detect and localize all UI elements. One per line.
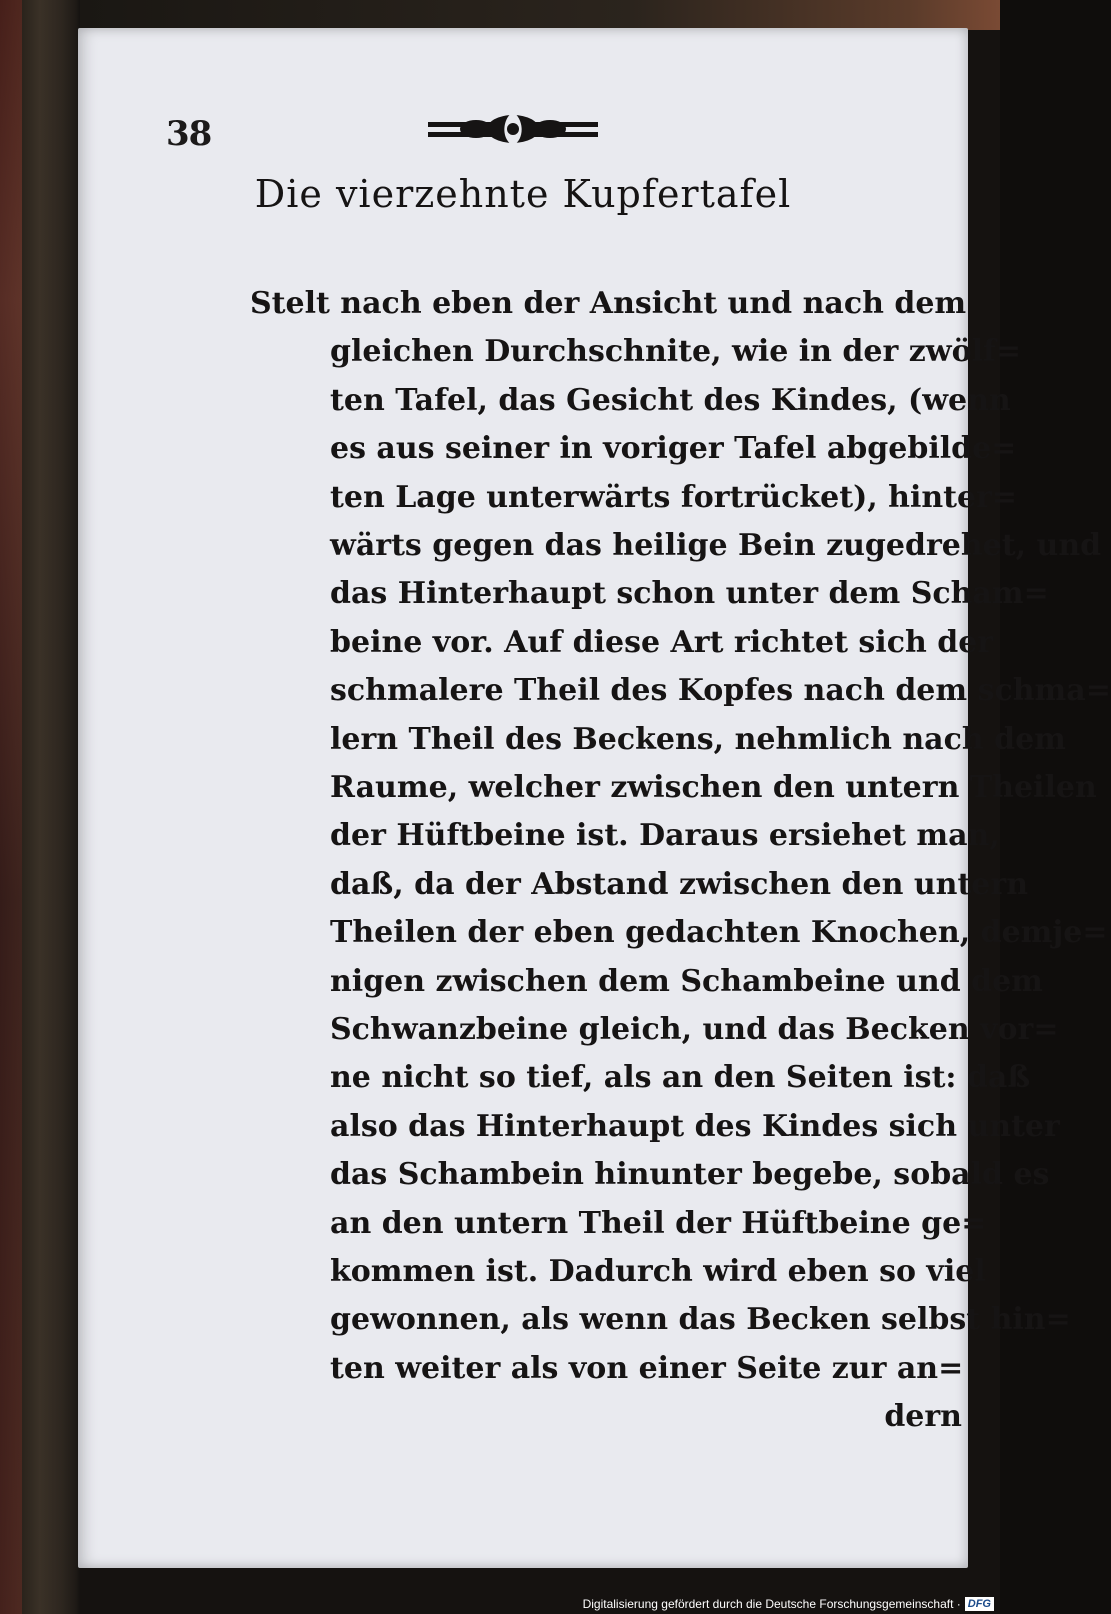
text-line: Raume, welcher zwischen den untern Theilen — [330, 770, 1097, 805]
text-line: Schwanzbeine gleich, und das Becken vor= — [330, 1012, 1059, 1047]
text-line: schmalere Theil des Kopfes nach dem schma= — [330, 673, 1111, 709]
text-line: ten weiter als von einer Seite zur an= — [330, 1350, 964, 1386]
text-line: gleichen Durchschnite, wie in der zwölf= — [330, 334, 1022, 370]
text-line: also das Hinterhaupt des Kindes sich unter — [330, 1108, 1060, 1144]
book-top-edge — [80, 0, 1000, 30]
text-line: lern Theil des Beckens, nehmlich nach dem — [330, 721, 1066, 757]
text-line: ten Tafel, das Gesicht des Kindes, (wenn — [330, 382, 1011, 418]
footer-credit — [583, 1594, 994, 1614]
text-line: ten Lage unterwärts fortrücket), hinter= — [330, 479, 1018, 515]
page-number: 38 — [166, 114, 212, 154]
text-line: Theilen der eben gedachten Knochen, demje= — [330, 915, 1108, 951]
text-line: gewonnen, als wenn das Becken selbst hin= — [330, 1302, 1071, 1338]
dfg-logo: DFG — [965, 1597, 994, 1611]
text-line: nigen zwischen dem Schambeine und dem — [330, 963, 1043, 999]
page-heading: Die vierzehnte Kupfertafel — [254, 172, 792, 216]
text-line: es aus seiner in voriger Tafel abgebilde= — [330, 431, 1017, 467]
footer-credit-text: Digitalisierung gefördert durch die Deutsche Forschungsgemeinschaft · — [582, 1597, 961, 1611]
text-line: beine vor. Auf diese Art richtet sich der — [330, 624, 994, 660]
text-line: wärts gegen das heilige Bein zugedrehet, und — [330, 528, 1102, 563]
text-line: daß, da der Abstand zwischen den untern — [330, 866, 1029, 902]
text-line: Stelt nach eben der Ansicht und nach dem — [250, 286, 967, 321]
text-line: kommen ist. Dadurch wird eben so viel — [330, 1254, 986, 1289]
printer-ornament-icon — [428, 108, 598, 150]
text-line: der Hüftbeine ist. Daraus ersiehet man, — [330, 818, 1000, 854]
text-line: ne nicht so tief, als an den Seiten ist: daß — [330, 1060, 1031, 1096]
text-line: das Schambein hinunter begebe, sobald es — [330, 1157, 1050, 1193]
text-line: an den untern Theil der Hüftbeine ge= — [330, 1205, 987, 1241]
text-line: dern — [884, 1399, 962, 1435]
text-line: das Hinterhaupt schon unter dem Scham= — [330, 576, 1049, 612]
book-spine-edge — [0, 0, 22, 1614]
